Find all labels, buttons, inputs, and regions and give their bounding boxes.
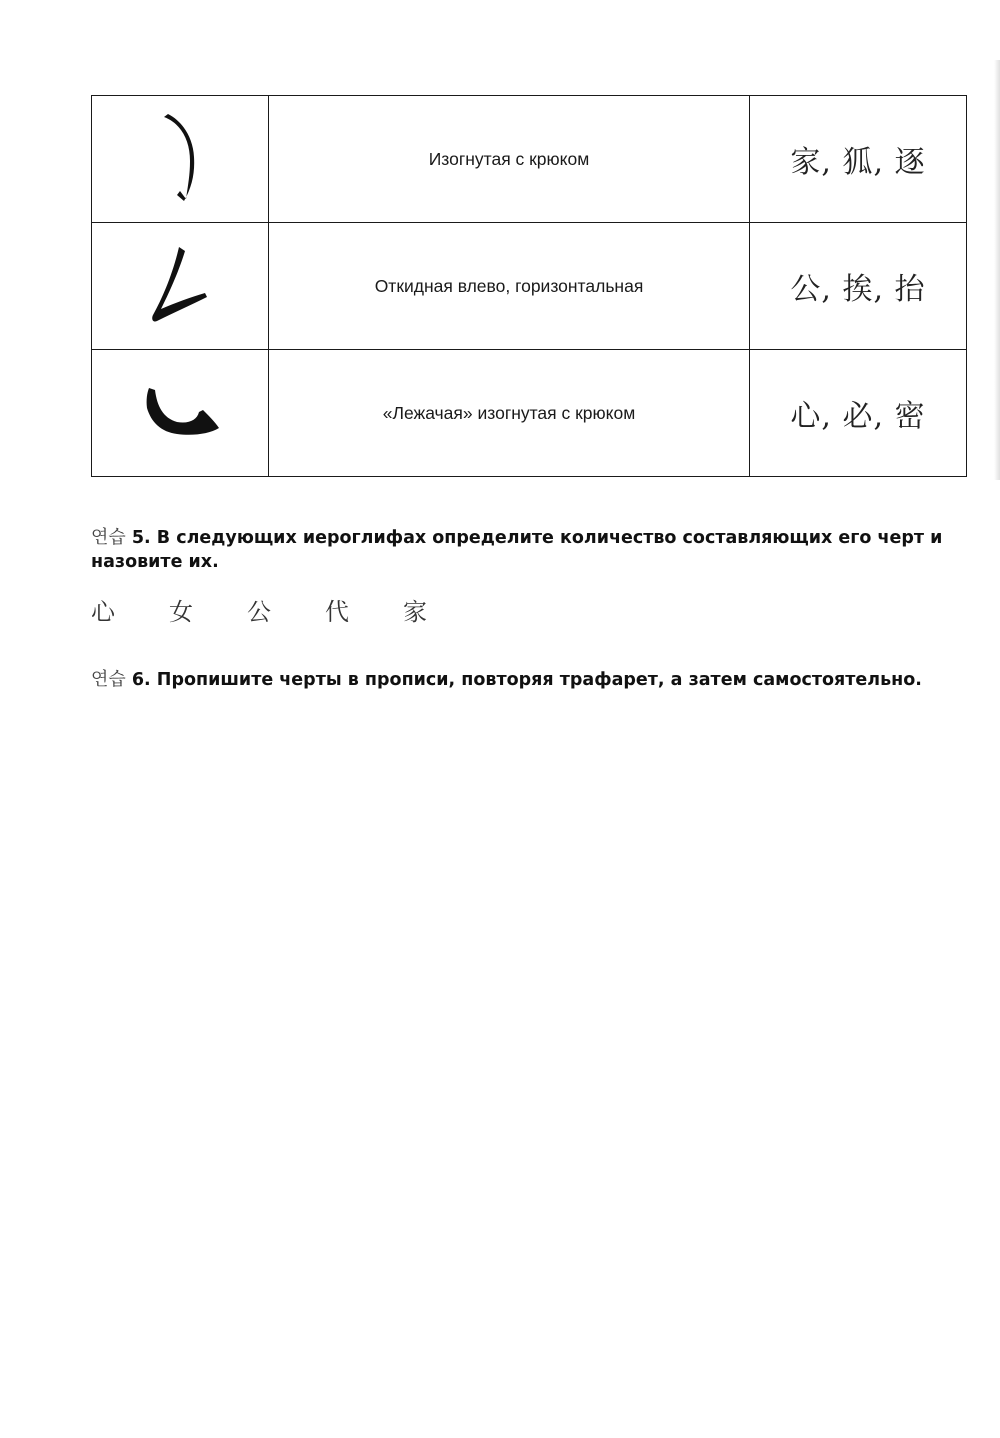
character: 女 [169, 598, 193, 626]
character: 公 [247, 598, 271, 626]
stroke-name: Изогнутая с крюком [269, 96, 750, 223]
scan-edge-shadow [994, 60, 1000, 480]
stroke-examples: 公, 挨, 抬 [750, 223, 967, 350]
character: 家 [403, 598, 427, 626]
character: 心 [91, 598, 115, 626]
exercise-5 [91, 526, 971, 574]
left-falling-horizontal-stroke-icon [145, 241, 215, 331]
stroke-glyph-cell [92, 223, 269, 350]
stroke-examples: 家, 狐, 逐 [750, 96, 967, 223]
stroke-examples: 心, 必, 密 [750, 350, 967, 477]
exercise-6 [91, 668, 971, 692]
stroke-glyph-cell [92, 350, 269, 477]
stroke-glyph-cell [92, 96, 269, 223]
exercise-prefix: 연습 [91, 669, 126, 690]
character: 代 [325, 598, 349, 626]
table-row [92, 223, 967, 350]
table-row [92, 96, 967, 223]
exercise-prefix: 연습 [91, 527, 126, 548]
curved-hook-stroke-icon [150, 109, 210, 209]
strokes-table [91, 95, 967, 477]
stroke-name: Откидная влево, горизонтальная [269, 223, 750, 350]
stroke-name: «Лежачая» изогнутая с крюком [269, 350, 750, 477]
table-row [92, 350, 967, 477]
lying-curved-hook-stroke-icon [135, 378, 225, 448]
exercise-5-characters [91, 592, 481, 627]
exercise-text: 6. Пропишите черты в прописи, повторяя трафарет, а затем самостоятельно. [131, 670, 922, 690]
exercise-text: 5. В следующих иероглифах определите количество составляющих его черт и назовите их. [91, 528, 943, 572]
